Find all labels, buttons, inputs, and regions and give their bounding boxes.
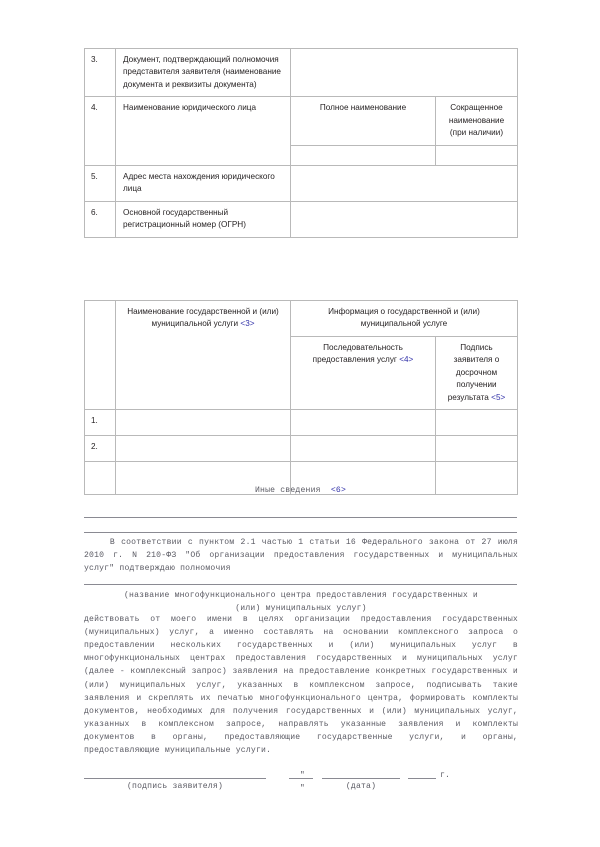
authorization-body-paragraph — [84, 613, 518, 757]
row-number: 3. — [85, 49, 116, 97]
table-row — [85, 436, 518, 462]
mfc-caption-line-1: (название многофункционального центра предоставления государственных и — [124, 591, 478, 600]
row-label: Адрес места нахождения юридического лица — [116, 165, 291, 201]
date-caption: (дата) — [345, 782, 377, 791]
row-value-input[interactable] — [291, 49, 518, 97]
row-label: Наименование юридического лица — [116, 97, 291, 165]
year-suffix-label: г. — [440, 771, 451, 780]
row-number: 5. — [85, 165, 116, 201]
date-quote-marks: " " — [299, 771, 313, 794]
signature-caption: (подпись заявителя) — [126, 782, 224, 791]
law-reference-text: В соответствии с пунктом 2.1 частью 1 статьи 16 Федерального закона от 27 июля 2010 г. N 210-ФЗ "Об организации предоставления государственных и муниципальных услуг" подтверждаю полномочия — [84, 538, 518, 574]
authorization-body-text: действовать от моего имени в целях организации предоставления государственных (муниципальных) услуг, а именно составлять на основании комплексного запроса о предоставлении нескольких государственных и (или) муниципальных услуг в многофункциональных центрах предоставления государственных и муниципальных услуг (далее - комплексный запрос) заявления на предоставление конкретных государственных и (или) муниципальных услуг, указанных в комплексном запросе, подписывать такие заявления и скреплять их печатью многофункционального центра, формировать комплекты документов, необходимых для получения государственных и (или) муниципальных услуг, указанных в комплексном запросе, направлять указанные заявления и комплекты документов в органы, предоставляющие государственные услуги, и органы, предоставляющие муниципальные услуги. — [84, 615, 518, 756]
table-row — [85, 410, 518, 436]
applicant-details-table — [84, 48, 518, 238]
row-number: 1. — [85, 410, 116, 436]
header-service-name — [116, 301, 291, 410]
footnote-ref-6[interactable]: <6> — [330, 486, 347, 495]
row-number: 4. — [85, 97, 116, 165]
sequence-input[interactable] — [291, 410, 436, 436]
row-number: 2. — [85, 436, 116, 462]
other-info-spacer — [321, 486, 331, 495]
signature-line[interactable] — [84, 778, 266, 779]
subheader-short-name: Сокращенное наименование (при наличии) — [436, 97, 518, 145]
header-service-name-text: Наименование государственной и (или) муниципальной услуги — [127, 307, 279, 329]
header-signature — [436, 336, 518, 409]
footnote-ref-3[interactable]: <3> — [240, 319, 255, 329]
divider-rule-mfc — [84, 584, 517, 585]
divider-rule-second — [84, 532, 517, 533]
signature-input[interactable] — [436, 436, 518, 462]
value-short-name-input[interactable] — [436, 145, 518, 165]
other-info-label: Иные сведения — [254, 486, 321, 495]
footnote-ref-4[interactable]: <4> — [399, 355, 414, 365]
value-full-name-input[interactable] — [291, 145, 436, 165]
header-info-span: Информация о государственной и (или) муниципальной услуге — [291, 301, 518, 337]
service-name-input[interactable] — [116, 436, 291, 462]
date-year-line[interactable] — [408, 778, 436, 779]
row-label: Документ, подтверждающий полномочия представителя заявителя (наименование документа и реквизиты документа) — [116, 49, 291, 97]
row-value-input[interactable] — [291, 201, 518, 237]
subheader-full-name: Полное наименование — [291, 97, 436, 145]
table-row — [85, 97, 518, 145]
row-number: 6. — [85, 201, 116, 237]
other-info-line — [84, 484, 517, 497]
service-name-input[interactable] — [116, 410, 291, 436]
table-header-row — [85, 301, 518, 337]
row-label: Основной государственный регистрационный номер (ОГРН) — [116, 201, 291, 237]
law-reference-paragraph — [84, 536, 518, 575]
row-value-input[interactable] — [291, 165, 518, 201]
mfc-caption-line-2: (или) муниципальных услуг) — [235, 604, 367, 614]
table-row — [85, 201, 518, 237]
signature-input[interactable] — [436, 410, 518, 436]
date-month-line[interactable] — [322, 778, 400, 779]
header-sequence-text: Последовательность предоставления услуг — [312, 342, 403, 365]
services-table-wrapper — [84, 300, 517, 495]
services-table — [84, 300, 518, 495]
footnote-ref-5[interactable]: <5> — [491, 392, 506, 402]
table-row — [85, 165, 518, 201]
sequence-input[interactable] — [291, 436, 436, 462]
divider-rule-top — [84, 517, 517, 518]
signature-date-row — [84, 771, 518, 812]
date-day-line[interactable] — [289, 778, 313, 779]
mfc-name-caption — [84, 589, 518, 615]
header-sequence — [291, 336, 436, 409]
applicant-details-table-wrapper — [84, 48, 517, 238]
table-row — [85, 49, 518, 97]
header-number-cell — [85, 301, 116, 410]
header-signature-text: Подпись заявителя о досрочном получении результата — [447, 342, 500, 402]
